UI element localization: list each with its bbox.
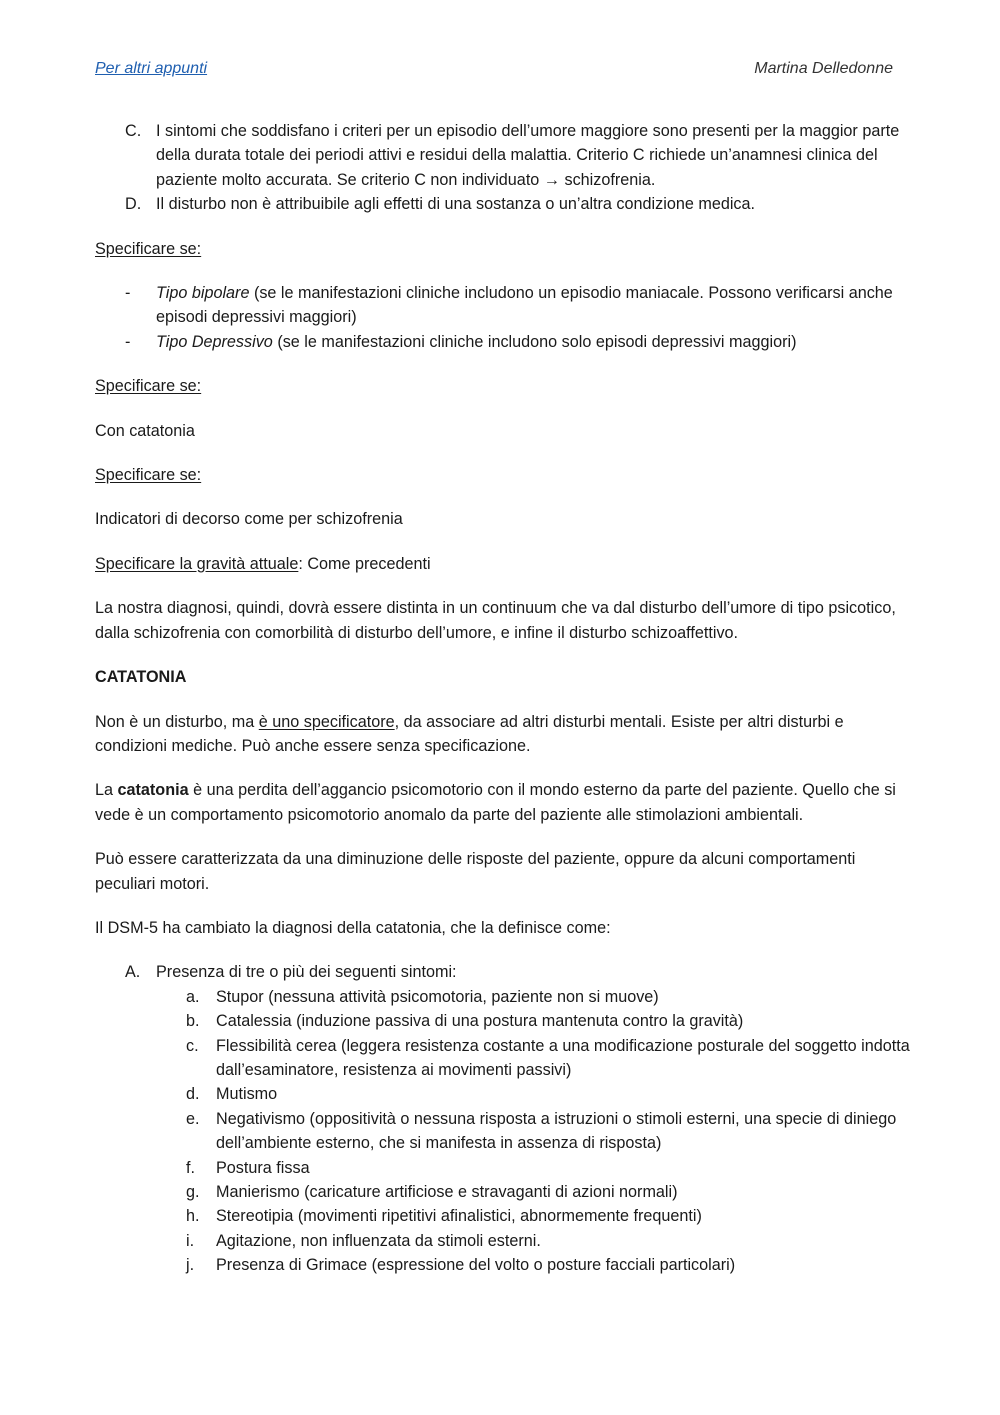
course-indicators: Indicatori di decorso come per schizofrenia — [95, 510, 403, 529]
specify-heading: Specificare se: — [95, 239, 202, 258]
text-span: La — [95, 781, 118, 800]
symptom-text: Stupor (nessuna attività psicomotoria, paziente non si muove) — [216, 987, 659, 1006]
symptom-text: Presenza di Grimace (espressione del volto o posture facciali particolari) — [216, 1256, 736, 1275]
page-header — [95, 60, 893, 84]
criterion-c — [95, 119, 910, 192]
symptom-list — [95, 985, 910, 1278]
list-item — [95, 1034, 910, 1083]
specify-heading: Specificare se: — [95, 377, 202, 396]
list-marker: a. — [186, 987, 200, 1006]
diagnosis-paragraph: La nostra diagnosi, quindi, dovrà essere distinta in un continuum che va dal disturbo dell’umore di tipo psicotico, dalla schizofrenia con comorbilità di disturbo dell’umore, e infine il disturbo schizoaffettivo. — [95, 599, 896, 642]
other-notes-link[interactable]: Per altri appunti — [95, 60, 208, 77]
list-item — [95, 1156, 910, 1180]
criterion-text: Il disturbo non è attribuibile agli effetti di una sostanza o un’altra condizione medica. — [156, 195, 756, 214]
features-paragraph: Può essere caratterizzata da una diminuzione delle risposte del paziente, oppure da alcuni comportamenti peculiari motori. — [95, 850, 856, 893]
criterion-text: I sintomi che soddisfano i criteri per un episodio dell’umore maggiore sono presenti per la maggior parte della durata totale dei periodi attivi e residui della malattia. Criterio C richiede un’anamnesi clinica del paziente molto accurata. Se criterio C non individuato → schizofrenia. — [156, 122, 900, 189]
severity-value: : Come precedenti — [298, 554, 431, 573]
type-description: (se le manifestazioni cliniche includono solo episodi depressivi maggiori) — [272, 332, 797, 351]
list-marker: j. — [186, 1256, 195, 1275]
list-marker: f. — [186, 1158, 195, 1177]
type-name: Tipo Depressivo — [156, 332, 273, 351]
specify-heading: Specificare se: — [95, 466, 202, 485]
criterion-d — [95, 192, 910, 216]
symptom-text: Catalessia (induzione passiva di una postura mantenuta contro la gravità) — [216, 1012, 744, 1031]
list-marker: A. — [125, 963, 141, 982]
underlined-text: è uno specificatore — [258, 712, 395, 731]
list-marker: C. — [125, 122, 142, 140]
specifier-paragraph — [95, 710, 910, 759]
list-marker: - — [125, 332, 131, 351]
type-depressive-item — [95, 330, 910, 354]
list-item — [95, 1229, 910, 1253]
symptom-text: Negativismo (oppositività o nessuna risposta a istruzioni o stimoli esterni, una specie di diniego dell’ambiente esterno, che si manifesta in assenza di risposta) — [216, 1109, 897, 1153]
text-span: , da associare ad altri disturbi mentali. Esiste per altri disturbi e condizioni mediche. Può anche essere senza specificazione. — [95, 712, 844, 755]
severity-line — [95, 552, 910, 576]
list-marker: h. — [186, 1207, 200, 1226]
list-marker: g. — [186, 1183, 200, 1201]
type-name: Tipo bipolare — [156, 284, 250, 303]
section-heading: CATATONIA — [95, 668, 187, 687]
list-marker: D. — [125, 195, 142, 214]
text-span: Non è un disturbo, ma — [95, 712, 259, 731]
document-body — [95, 119, 910, 1278]
criterion-a — [95, 960, 910, 984]
list-marker: e. — [186, 1109, 200, 1128]
symptom-text: Stereotipia (movimenti ripetitivi afinalistici, abnormemente frequenti) — [216, 1207, 702, 1226]
criterion-text: Presenza di tre o più dei seguenti sintomi: — [156, 963, 457, 982]
list-item — [95, 1180, 910, 1204]
type-bipolar-item — [95, 281, 910, 330]
bold-term: catatonia — [117, 781, 189, 800]
list-marker: i. — [186, 1231, 195, 1250]
author-name: Martina Delledonne — [754, 60, 893, 77]
symptom-text: Flessibilità cerea (leggera resistenza costante a una modificazione posturale del soggetto indotta dall’esaminatore, resistenza ai movimenti passivi) — [216, 1036, 910, 1079]
list-marker: - — [125, 284, 131, 303]
list-item — [95, 1082, 910, 1106]
list-marker: c. — [186, 1036, 199, 1055]
list-item — [95, 985, 910, 1009]
text-span: è una perdita dell’aggancio psicomotorio con il mondo esterno da parte del paziente. Quello che si vede è un comportamento psicomotorio anomalo da parte del paziente alle stimolazioni ambientali. — [95, 781, 896, 824]
definition-paragraph — [95, 778, 910, 827]
with-catatonia: Con catatonia — [95, 421, 195, 440]
severity-label: Specificare la gravità attuale — [95, 554, 299, 573]
list-marker: d. — [186, 1085, 200, 1104]
list-item — [95, 1107, 910, 1156]
symptom-text: Postura fissa — [216, 1158, 310, 1177]
symptom-text: Manierismo (caricature artificiose e stravaganti di azioni normali) — [216, 1183, 678, 1201]
symptom-text: Mutismo — [216, 1085, 278, 1104]
symptom-text: Agitazione, non influenzata da stimoli esterni. — [216, 1231, 541, 1250]
list-item — [95, 1253, 910, 1277]
list-item — [95, 1009, 910, 1033]
dsm-paragraph: Il DSM-5 ha cambiato la diagnosi della catatonia, che la definisce come: — [95, 918, 611, 937]
list-item — [95, 1204, 910, 1228]
list-marker: b. — [186, 1012, 200, 1031]
type-description: (se le manifestazioni cliniche includono un episodio maniacale. Possono verificarsi anche episodi depressivi maggiori) — [156, 284, 893, 327]
